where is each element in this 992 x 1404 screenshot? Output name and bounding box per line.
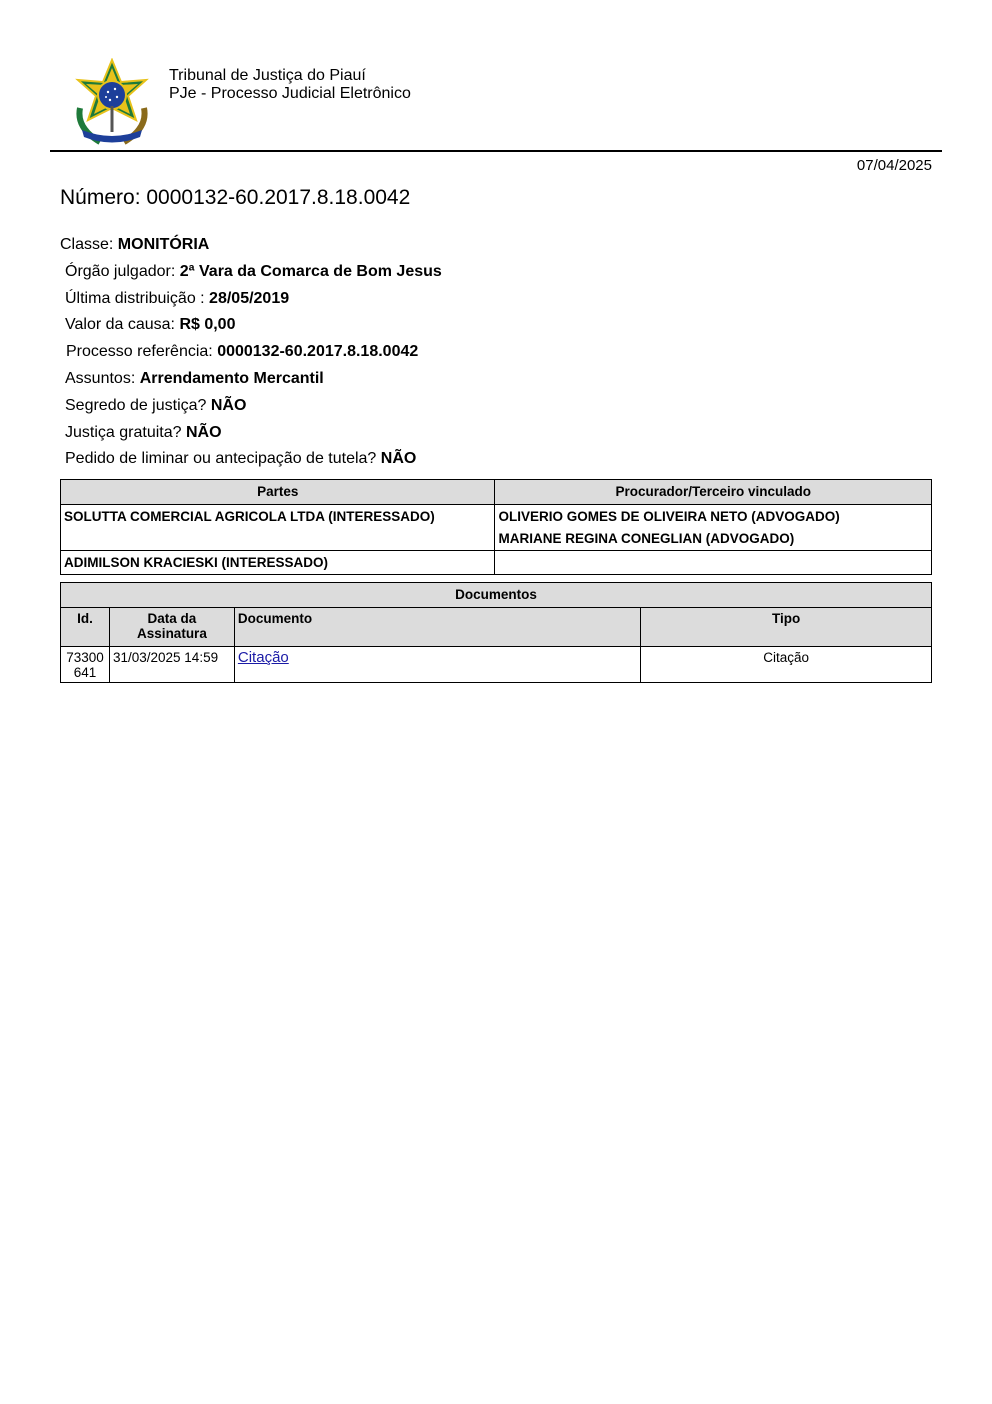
field-value: Arrendamento Mercantil bbox=[139, 369, 324, 387]
brazil-coat-of-arms-icon bbox=[70, 58, 154, 146]
field-label: Valor da causa: bbox=[65, 316, 180, 334]
documents-title: Documentos bbox=[61, 583, 932, 608]
document-type-cell: Citação bbox=[641, 647, 932, 683]
field-valor-causa bbox=[60, 312, 442, 339]
document-link[interactable]: Citação bbox=[237, 649, 289, 666]
field-classe bbox=[60, 232, 442, 259]
header-divider bbox=[50, 150, 942, 152]
table-row bbox=[61, 505, 932, 551]
field-ultima-distribuicao bbox=[60, 286, 442, 313]
field-value: NÃO bbox=[380, 450, 417, 468]
type-header: Tipo bbox=[641, 608, 932, 647]
attorneys-header: Procurador/Terceiro vinculado bbox=[495, 480, 932, 505]
document-date-cell: 31/03/2025 14:59 bbox=[109, 647, 234, 683]
table-row bbox=[61, 551, 932, 575]
attorney-name: MARIANE REGINA CONEGLIAN (ADVOGADO) bbox=[498, 531, 795, 546]
field-segredo-justica bbox=[60, 393, 442, 420]
attorneys-cell bbox=[495, 551, 932, 575]
date-header-line: Data da bbox=[147, 611, 197, 626]
process-number-value: 0000132-60.2017.8.18.0042 bbox=[146, 186, 411, 209]
field-label: Última distribuição : bbox=[65, 289, 210, 307]
documents-header-row bbox=[61, 608, 932, 647]
field-processo-referencia bbox=[60, 339, 442, 366]
party-cell: SOLUTTA COMERCIAL AGRICOLA LTDA (INTERESSADO) bbox=[61, 505, 495, 551]
date-header-line: Assinatura bbox=[137, 626, 207, 641]
field-value: MONITÓRIA bbox=[117, 236, 210, 253]
field-pedido-liminar bbox=[60, 446, 442, 473]
document-id-cell bbox=[61, 647, 110, 683]
document-id-part: 641 bbox=[73, 665, 97, 680]
field-label: Classe: bbox=[60, 236, 118, 253]
field-value: NÃO bbox=[185, 423, 222, 441]
field-label: Segredo de justiça? bbox=[65, 396, 211, 414]
field-label: Pedido de liminar ou antecipação de tutela? bbox=[65, 450, 381, 468]
date-header bbox=[109, 608, 234, 647]
party-cell: ADIMILSON KRACIESKI (INTERESSADO) bbox=[61, 551, 495, 575]
field-value: R$ 0,00 bbox=[179, 316, 236, 334]
court-name: Tribunal de Justiça do Piauí bbox=[169, 67, 366, 84]
field-value: 2ª Vara da Comarca de Bom Jesus bbox=[179, 262, 442, 280]
page-header bbox=[0, 0, 992, 152]
system-name: PJe - Processo Judicial Eletrônico bbox=[169, 85, 411, 102]
document-id-part: 73300 bbox=[66, 650, 104, 665]
field-label: Assuntos: bbox=[65, 369, 140, 387]
parties-table bbox=[60, 479, 932, 575]
documents-title-row bbox=[61, 583, 932, 608]
field-value: NÃO bbox=[210, 396, 247, 414]
parties-header: Partes bbox=[61, 480, 495, 505]
documents-table bbox=[60, 582, 932, 683]
table-row bbox=[61, 647, 932, 683]
field-value: 0000132-60.2017.8.18.0042 bbox=[217, 343, 419, 361]
document-header: Documento bbox=[234, 608, 640, 647]
field-orgao-julgador bbox=[60, 259, 442, 286]
field-justica-gratuita bbox=[60, 420, 442, 447]
process-number-heading bbox=[60, 184, 410, 212]
process-details bbox=[60, 232, 442, 473]
process-number-label: Número: bbox=[60, 186, 141, 209]
field-label: Órgão julgador: bbox=[65, 262, 180, 280]
field-label: Justiça gratuita? bbox=[65, 423, 186, 441]
field-label: Processo referência: bbox=[66, 343, 218, 361]
document-cell bbox=[234, 647, 640, 683]
parties-header-row bbox=[61, 480, 932, 505]
id-header: Id. bbox=[61, 608, 110, 647]
attorneys-cell bbox=[495, 505, 932, 551]
attorney-name: OLIVERIO GOMES DE OLIVEIRA NETO (ADVOGADO) bbox=[498, 509, 840, 524]
print-date: 07/04/2025 bbox=[856, 157, 932, 174]
field-value: 28/05/2019 bbox=[209, 289, 290, 307]
field-assuntos bbox=[60, 366, 442, 393]
